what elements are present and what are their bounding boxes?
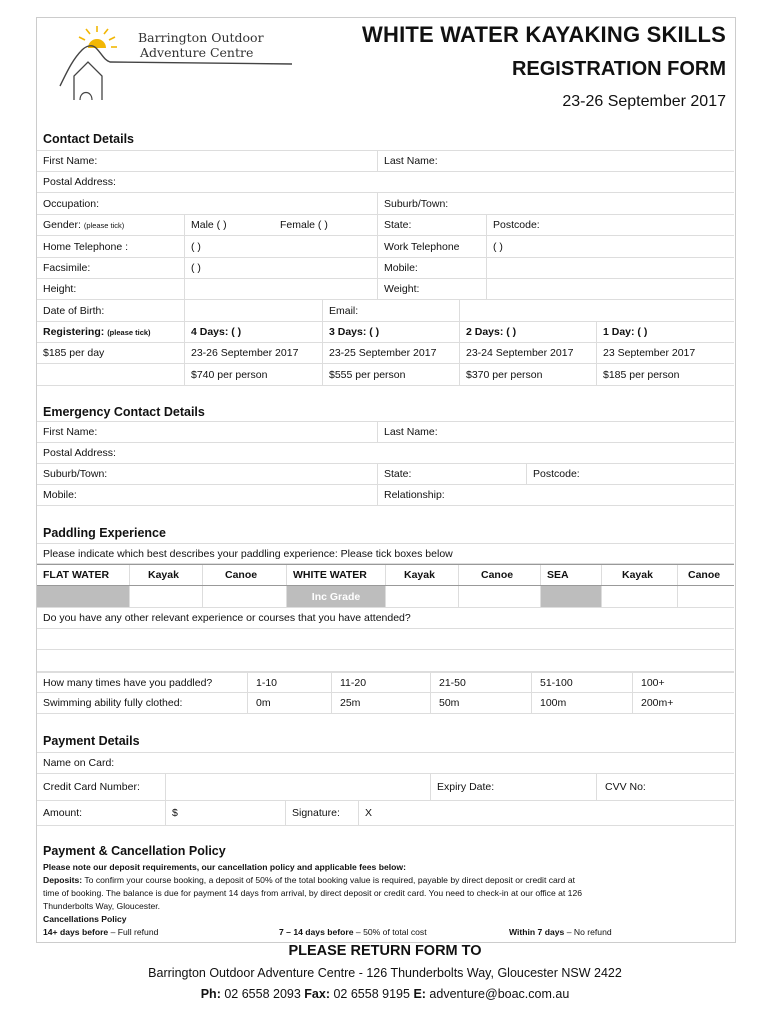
state-field[interactable]: State: xyxy=(377,215,486,235)
tier-7-14 xyxy=(279,926,427,939)
contact-numbers xyxy=(0,987,770,1001)
credit-card-number-field[interactable] xyxy=(165,774,430,800)
sea-canoe-checkbox[interactable] xyxy=(677,586,734,607)
option-1-day-dates: 23 September 2017 xyxy=(596,343,734,363)
dob-label: Date of Birth: xyxy=(43,304,105,317)
female-checkbox[interactable]: Female ( ) xyxy=(280,219,328,231)
org-name xyxy=(138,30,264,60)
email-label-footer: E: xyxy=(413,987,426,1001)
name-on-card-row xyxy=(37,752,734,774)
swim-option-0m[interactable]: 0m xyxy=(247,693,331,713)
credit-card-label: Credit Card Number: xyxy=(43,781,140,793)
mobile-field[interactable] xyxy=(486,258,734,278)
paddling-instruction: Please indicate which best describes your paddling experience: Please tick boxes below xyxy=(43,547,453,560)
tier-within-7 xyxy=(509,926,612,939)
sea-kayak-checkbox[interactable] xyxy=(601,586,677,607)
amount-field[interactable]: $ xyxy=(165,801,285,825)
emergency-mobile-field[interactable]: Mobile: xyxy=(43,489,77,501)
org-name-line1: Barrington Outdoor xyxy=(138,30,264,45)
swim-option-50m[interactable]: 50m xyxy=(430,693,531,713)
policy-heading: Payment & Cancellation Policy xyxy=(43,844,226,858)
flat-kayak-header: Kayak xyxy=(129,565,202,585)
return-address: Barrington Outdoor Adventure Centre - 126 Thunderbolts Way, Gloucester NSW 2422 xyxy=(148,966,622,980)
sea-header: SEA xyxy=(540,565,601,585)
emergency-name-row xyxy=(37,421,734,443)
flat-water-shaded-cell xyxy=(37,586,129,607)
payment-details-heading: Payment Details xyxy=(43,734,140,748)
male-checkbox[interactable]: Male ( ) xyxy=(184,215,274,235)
emergency-state-field[interactable]: State: xyxy=(377,464,526,484)
flat-water-header: FLAT WATER xyxy=(43,569,110,581)
other-experience-answer-1[interactable] xyxy=(37,629,734,650)
other-experience-answer-2[interactable] xyxy=(37,650,734,672)
phone-label: Ph: xyxy=(200,987,221,1001)
tier-7-14-label: 7 – 14 days before xyxy=(279,927,354,937)
emergency-postal-field[interactable]: Postal Address: xyxy=(43,447,116,459)
contact-dob-row xyxy=(37,300,734,322)
postcode-field[interactable]: Postcode: xyxy=(486,215,734,235)
return-form-heading: PLEASE RETURN FORM TO xyxy=(288,943,482,959)
sea-canoe-header: Canoe xyxy=(677,565,734,585)
white-kayak-header: Kayak xyxy=(385,565,458,585)
option-4-days-dates: 23-26 September 2017 xyxy=(184,343,322,363)
signature-label: Signature: xyxy=(285,801,358,825)
tier-within-7-text: – No refund xyxy=(564,927,612,937)
email-address[interactable]: adventure@boac.com.au xyxy=(425,987,570,1001)
option-2-days-checkbox[interactable]: 2 Days: ( ) xyxy=(459,322,596,342)
dob-field[interactable] xyxy=(184,300,322,321)
emergency-contact-heading: Emergency Contact Details xyxy=(43,405,205,419)
other-experience-row xyxy=(37,608,734,629)
swim-option-200m-plus[interactable]: 200m+ xyxy=(632,693,734,713)
option-2-days-dates: 23-24 September 2017 xyxy=(459,343,596,363)
event-dates: 23-26 September 2017 xyxy=(562,93,726,110)
paddling-header-row xyxy=(37,564,734,586)
work-telephone-label: Work Telephone xyxy=(377,236,486,257)
email-label: Email: xyxy=(322,300,459,321)
org-name-line2: Adventure Centre xyxy=(140,45,254,60)
other-experience-question: Do you have any other relevant experience or courses that you have attended? xyxy=(43,612,411,624)
signature-field[interactable]: X xyxy=(358,801,734,825)
option-2-days-price: $370 per person xyxy=(459,364,596,385)
white-water-header: WHITE WATER xyxy=(286,565,385,585)
gender-text: Gender: xyxy=(43,219,81,231)
emergency-last-name-field[interactable]: Last Name: xyxy=(377,422,734,442)
cvv-field[interactable]: CVV No: xyxy=(596,774,734,800)
paddling-experience-heading: Paddling Experience xyxy=(43,526,166,540)
swimming-ability-row xyxy=(37,693,734,714)
height-field[interactable] xyxy=(184,279,377,299)
phone-number: 02 6558 2093 xyxy=(220,987,301,1001)
cancellations-heading: Cancellations Policy xyxy=(43,914,127,924)
amount-label: Amount: xyxy=(43,807,83,819)
inc-grade-cell: Inc Grade xyxy=(286,586,385,607)
suburb-field[interactable]: Suburb/Town: xyxy=(377,193,734,214)
tier-14-plus-text: – Full refund xyxy=(108,927,159,937)
emergency-relationship-field[interactable]: Relationship: xyxy=(377,485,734,505)
price-spacer xyxy=(37,364,184,385)
option-4-days-checkbox[interactable]: 4 Days: ( ) xyxy=(184,322,322,342)
emergency-first-name-field[interactable]: First Name: xyxy=(43,426,98,438)
white-canoe-checkbox[interactable] xyxy=(458,586,540,607)
times-option-21-50[interactable]: 21-50 xyxy=(430,673,531,692)
times-paddled-row xyxy=(37,672,734,693)
option-3-days-checkbox[interactable]: 3 Days: ( ) xyxy=(322,322,459,342)
swim-option-25m[interactable]: 25m xyxy=(331,693,430,713)
credit-card-row xyxy=(37,774,734,801)
contact-gender-row xyxy=(37,215,734,236)
flat-canoe-header: Canoe xyxy=(202,565,286,585)
option-3-days-price: $555 per person xyxy=(322,364,459,385)
registering-price-row xyxy=(37,364,734,386)
option-4-days-price: $740 per person xyxy=(184,364,322,385)
tier-7-14-text: – 50% of total cost xyxy=(353,927,427,937)
deposits-label: Deposits: xyxy=(43,875,83,885)
white-kayak-checkbox[interactable] xyxy=(385,586,458,607)
price-per-day: $185 per day xyxy=(43,347,105,359)
gender-please-tick: (please tick) xyxy=(83,220,125,230)
registering-dates-row xyxy=(37,343,734,364)
tier-14-plus xyxy=(43,926,158,939)
swim-option-100m[interactable]: 100m xyxy=(531,693,632,713)
gender-label xyxy=(37,215,184,235)
emergency-postcode-field[interactable]: Postcode: xyxy=(526,464,734,484)
registering-row xyxy=(37,322,734,343)
deposits-line-2: time of booking. The balance is due for payment 14 days from arrival, by direct deposit or credit card. You need to check-in at our office at 126 xyxy=(43,888,583,898)
tier-within-7-label: Within 7 days xyxy=(509,927,565,937)
times-option-100-plus[interactable]: 100+ xyxy=(632,673,734,692)
occupation-field[interactable]: Occupation: xyxy=(43,197,100,210)
facsimile-label: Facsimile: xyxy=(43,262,91,274)
deposits-line-1 xyxy=(43,874,723,887)
flat-kayak-checkbox[interactable] xyxy=(129,586,202,607)
email-field[interactable] xyxy=(459,300,734,321)
fax-label: Fax: xyxy=(304,987,330,1001)
sea-shaded-cell xyxy=(540,586,601,607)
policy-text xyxy=(43,861,723,939)
times-paddled-question: How many times have you paddled? xyxy=(43,676,213,689)
amount-row xyxy=(37,801,734,826)
registering-label xyxy=(37,322,184,342)
document-title: WHITE WATER KAYAKING SKILLS xyxy=(362,22,726,47)
option-3-days-dates: 23-25 September 2017 xyxy=(322,343,459,363)
tier-14-plus-label: 14+ days before xyxy=(43,927,109,937)
emergency-mobile-row xyxy=(37,485,734,506)
weight-label: Weight: xyxy=(377,279,486,299)
name-on-card-field[interactable]: Name on Card: xyxy=(43,757,115,769)
fax-number: 02 6558 9195 xyxy=(330,987,410,1001)
last-name-field[interactable]: Last Name: xyxy=(377,151,734,171)
home-telephone-field[interactable]: ( ) xyxy=(184,236,377,257)
deposits-text-1: To confirm your course booking, a deposit of 50% of the total booking value is required, payable by direct deposit or credit card at xyxy=(82,875,575,885)
registering-text: Registering: xyxy=(43,326,105,338)
contact-name-row xyxy=(37,150,734,172)
times-option-51-100[interactable]: 51-100 xyxy=(531,673,632,692)
mobile-label: Mobile: xyxy=(377,258,486,278)
document-title-block xyxy=(362,22,726,111)
work-telephone-field[interactable]: ( ) xyxy=(486,236,734,257)
cancellation-tiers xyxy=(43,926,723,939)
deposits-line-3: Thunderbolts Way, Gloucester. xyxy=(43,901,161,911)
contact-details-heading: Contact Details xyxy=(43,132,134,146)
swimming-ability-question: Swimming ability fully clothed: xyxy=(43,697,183,709)
white-canoe-header: Canoe xyxy=(458,565,540,585)
paddling-instruction-row xyxy=(37,543,734,564)
flat-canoe-checkbox[interactable] xyxy=(202,586,286,607)
registering-please-tick: (please tick) xyxy=(107,327,151,337)
option-1-day-checkbox[interactable]: 1 Day: ( ) xyxy=(596,322,734,342)
contact-fax-row xyxy=(37,258,734,279)
contact-telephone-row xyxy=(37,236,734,258)
option-1-day-price: $185 per person xyxy=(596,364,734,385)
times-option-1-10[interactable]: 1-10 xyxy=(247,673,331,692)
home-telephone-label: Home Telephone : xyxy=(43,240,129,253)
emergency-suburb-row xyxy=(37,464,734,485)
facsimile-field[interactable]: ( ) xyxy=(184,258,377,278)
contact-postal-row xyxy=(37,172,734,193)
contact-occupation-row xyxy=(37,193,734,215)
times-option-11-20[interactable]: 11-20 xyxy=(331,673,430,692)
contact-height-row xyxy=(37,279,734,300)
document-subtitle: REGISTRATION FORM xyxy=(511,58,726,80)
first-name-field[interactable]: First Name: xyxy=(43,155,98,167)
emergency-suburb-field[interactable]: Suburb/Town: xyxy=(43,468,108,480)
emergency-postal-row xyxy=(37,443,734,464)
policy-intro: Please note our deposit requirements, our cancellation policy and applicable fees below: xyxy=(43,862,406,872)
height-label: Height: xyxy=(43,283,77,295)
expiry-date-field[interactable]: Expiry Date: xyxy=(430,774,596,800)
paddling-tick-row xyxy=(37,586,734,608)
postal-address-field[interactable]: Postal Address: xyxy=(43,176,116,188)
sea-kayak-header: Kayak xyxy=(601,565,677,585)
weight-field[interactable] xyxy=(486,279,734,299)
